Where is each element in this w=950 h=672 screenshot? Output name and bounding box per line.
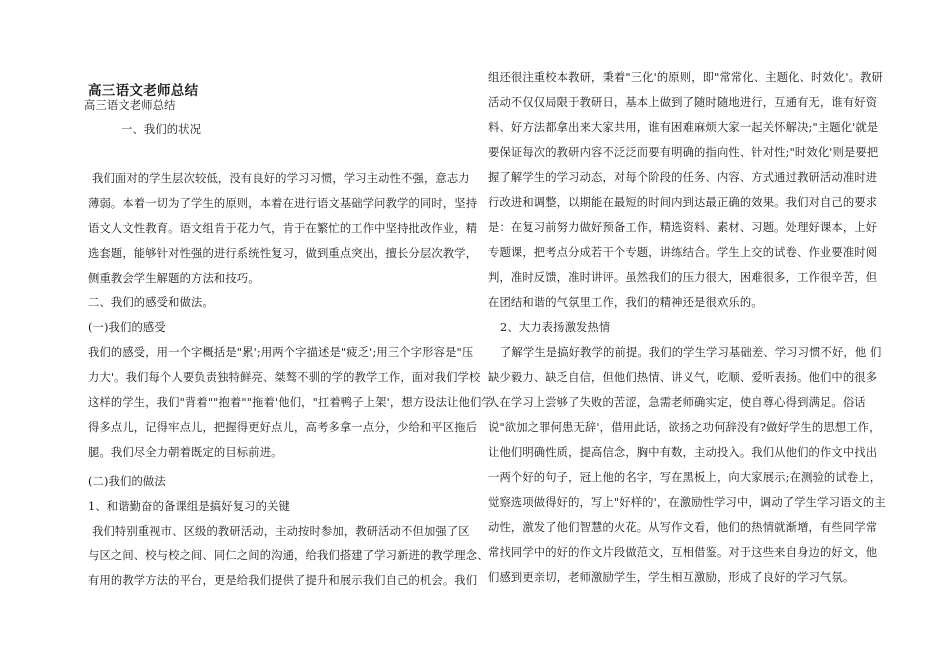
right-column-line: 行改进和调整，以期能在最短的时间内到达最正确的效果。我们对自己的要求 (488, 196, 878, 209)
left-column-line: 我们的感受，用一个字概括是"累';用两个字描述是"疲乏';用三个字形容是"压 (88, 346, 474, 359)
right-column-line: 人在学习上尝够了失败的苦涩，急需老师确实定，使自尊心得到满足。俗话 (488, 396, 866, 409)
right-column-line: 活动不仅仅局限于教研日，基本上做到了随时随地进行，互通有无，谁有好资 (488, 96, 878, 109)
right-column-line: 料、好方法都拿出来大家共用，谁有困难麻烦大家一起关怀解决;"主题化'就是 (488, 121, 879, 134)
left-column-line: 薄弱。本着一切为了学生的原则，本着在进行语文基础学问教学的同时，坚持 (88, 197, 478, 210)
right-column-line: 判，准时反馈，准时讲评。虽然我们的压力很大，困难很多，工作很辛苦，但 (488, 271, 878, 284)
right-column-line: 动性，激发了他们智慧的火花。从写作文看，他们的热情就渐增，有些同学常 (488, 521, 878, 534)
right-column-line: 握了解学生的学习动态，对每个阶段的任务、内容、方式通过教研活动准时进 (488, 171, 878, 184)
left-column-line: 高三语文老师总结 (84, 99, 176, 112)
left-column-line: 我们面对的学生层次较低，没有良好的学习习惯，学习主动性不强，意志力 (92, 172, 470, 185)
left-column-line: (二)我们的做法 (88, 475, 166, 488)
left-column-line: 二、我们的感受和做法。 (88, 296, 214, 309)
left-column-line: 1、和谐勤奋的备课组是搞好复习的关键 (88, 500, 290, 513)
right-column-line: 常找同学中的好的作文片段做范文，互相借鉴。对于这些来自身边的好文，他 (488, 546, 878, 559)
left-column-line: (一)我们的感受 (88, 321, 166, 334)
left-column-line: 我们特别重视市、区级的教研活动，主动按时参加，教研活动不但加强了区 (92, 525, 470, 538)
right-column-line: 在团结和谐的气氛里工作，我们的精神还是很欢乐的。 (488, 296, 763, 309)
left-column-line: 与区之间、校与校之间、同仁之间的沟通，给我们搭建了学习新进的教学理念、 (88, 549, 489, 562)
left-column-line: 这样的学生，我们"背着""抱着""拖着'他们，"扛着鸭子上架'，想方设法让他们学 (88, 396, 493, 409)
left-column-line: 力大'。我们每个人要负责独特鲜亮、桀骜不驯的学的教学工作，面对我们学校 (88, 371, 481, 384)
document-title: 高三语文老师总结 (88, 83, 199, 99)
left-column-line: 选套题，能够针对性强的进行系统性复习，做到重点突出，擅长分层次教学， (88, 247, 478, 260)
right-column-line: 要保证每次的教研内容不泛泛而要有明确的指向性、针对性;"时效化'则是要把 (488, 146, 879, 159)
right-column-line: 觉察选项做得好的，写上"好样的'，在激励性学习中，调动了学生学习语文的主 (488, 496, 886, 509)
left-column-line: 有用的教学方法的平台，更是给我们提供了提升和展示我们自己的机会。我们 (88, 574, 478, 587)
left-column-line: 语文人文性教育。语文组肯于花力气，肯于在繁忙的工作中坚持批改作业，精 (88, 222, 478, 235)
right-column-line: 是：在复习前努力做好预备工作，精选资料、素材、习题。处理好课本，上好 (488, 221, 878, 234)
right-column-line: 组还很注重校本教研，秉着"三化'的原则，即"常常化、主题化、时效化'。教研 (488, 71, 883, 84)
right-column-line: 2、大力表扬激发热情 (500, 321, 611, 334)
right-column-line: 们感到更亲切，老师激励学生，学生相互激励，形成了良好的学习气氛。 (488, 571, 855, 584)
left-column-line: 一、我们的状况 (121, 123, 202, 136)
right-column-line: 让他们明确性质，提高信念，胸中有数，主动投入。我们从他们的作文中找出 (488, 446, 878, 459)
right-column-line: 专题课，把考点分成若干个专题，讲练结合。学生上交的试卷、作业要准时阅 (488, 246, 878, 259)
left-column-line: 侧重教会学生解题的方法和技巧。 (88, 272, 260, 285)
left-column-line: 得多点儿，记得牢点儿，把握得更好点儿，高考多拿一点分，少给和平区拖后 (88, 421, 478, 434)
left-column-line: 腿。我们尽全力朝着既定的目标前进。 (88, 446, 283, 459)
right-column-line: 一两个好的句子，冠上他的名字，写在黑板上，向大家展示;在测验的试卷上， (488, 471, 882, 484)
right-column-line: 了解学生是搞好教学的前提。我们的学生学习基础差、学习习惯不好，他 们 (500, 346, 882, 359)
right-column-line: 缺少毅力、缺乏自信，但他们热情、讲义气，吃顺、爱听表扬。他们中的很多 (488, 371, 878, 384)
right-column-line: 说"欲加之罪何患无辞'，借用此话，欲扬之功何辞没有?做好学生的思想工作， (488, 421, 881, 434)
